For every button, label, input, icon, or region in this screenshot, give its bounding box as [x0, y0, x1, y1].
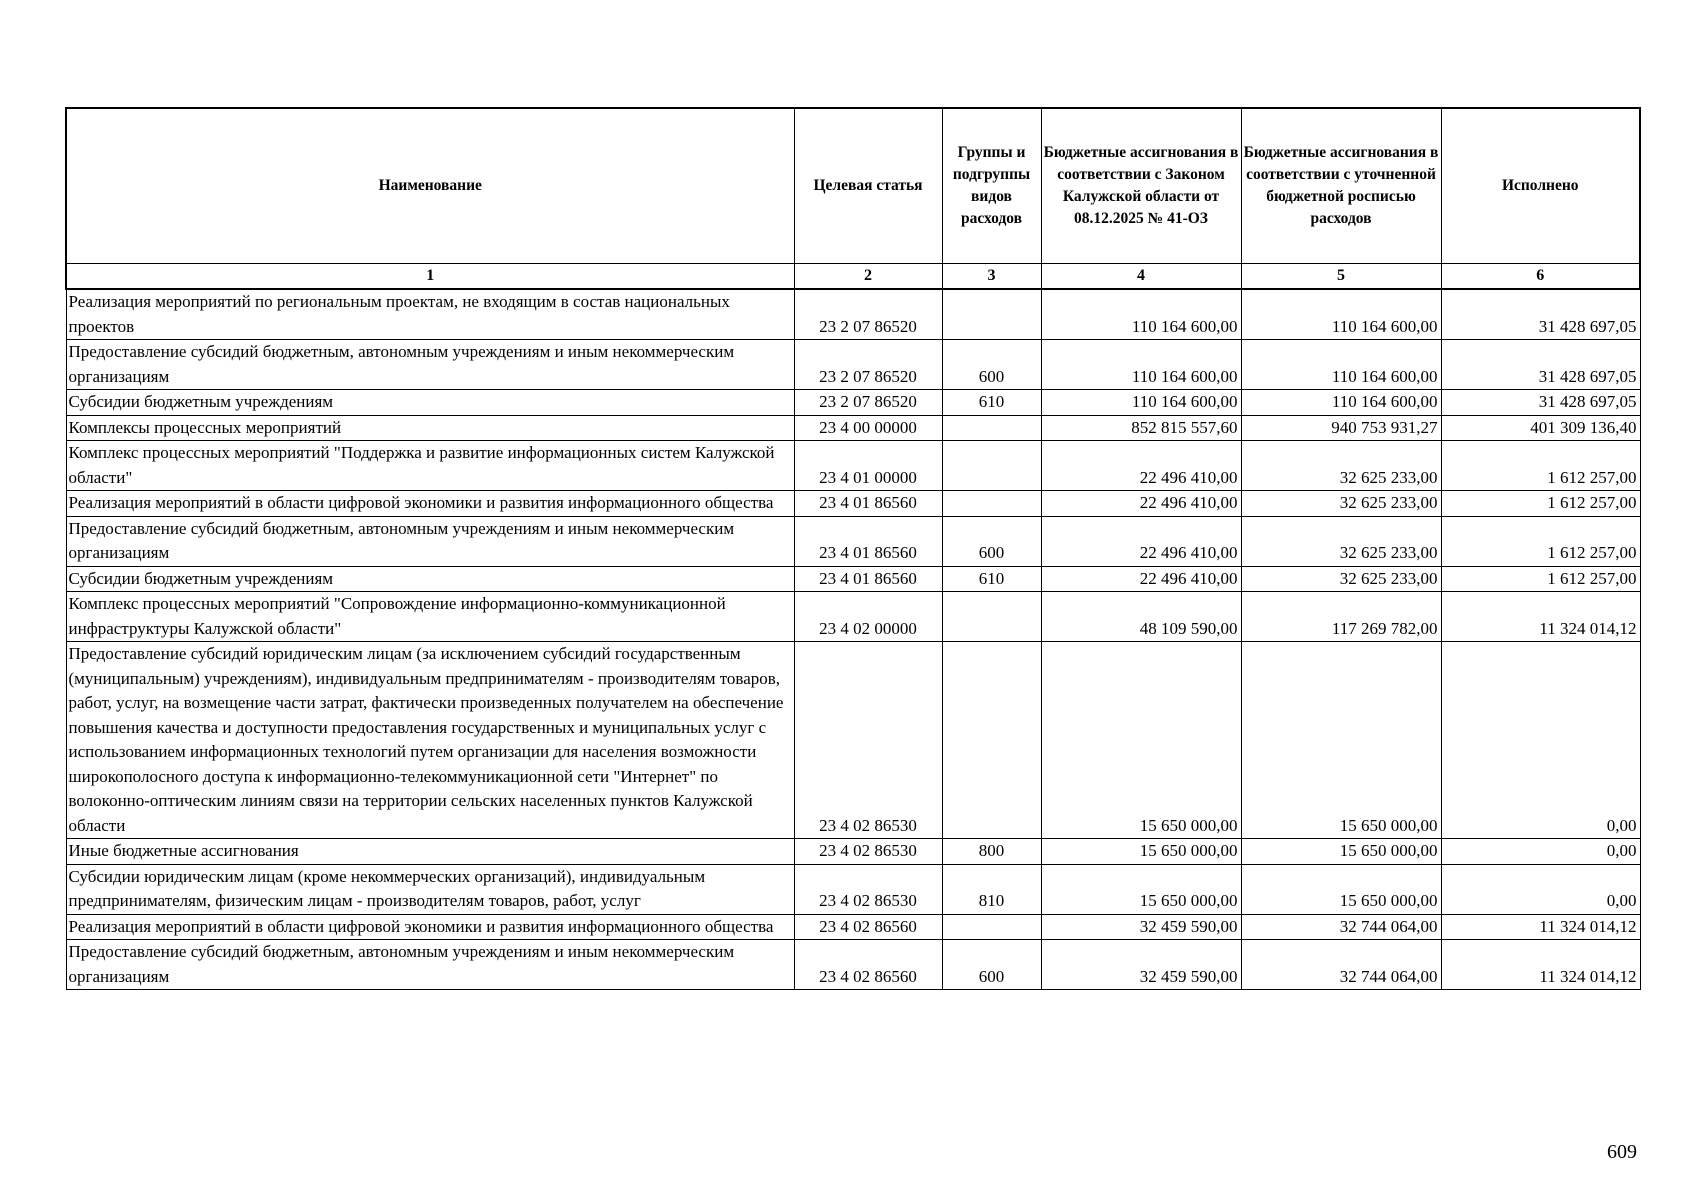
table-row	[66, 390, 1640, 416]
row-expense-group-cell	[942, 415, 1041, 441]
column-number: 3	[942, 264, 1041, 290]
row-expense-group-cell	[942, 592, 1041, 642]
row-executed-amount-cell: 1 612 257,00	[1441, 516, 1640, 566]
row-refined-amount-cell: 15 650 000,00	[1241, 864, 1441, 914]
row-refined-amount-cell: 32 625 233,00	[1241, 491, 1441, 517]
row-law-amount-cell: 22 496 410,00	[1041, 566, 1241, 592]
row-refined-amount-cell: 32 744 064,00	[1241, 914, 1441, 940]
table-body	[66, 289, 1640, 990]
row-refined-amount-cell: 117 269 782,00	[1241, 592, 1441, 642]
header-name: Наименование	[66, 108, 794, 264]
row-executed-amount-cell: 31 428 697,05	[1441, 390, 1640, 416]
row-law-amount-cell: 32 459 590,00	[1041, 940, 1241, 990]
row-expense-group-cell	[942, 642, 1041, 839]
row-executed-amount-cell: 401 309 136,40	[1441, 415, 1640, 441]
row-executed-amount-cell: 31 428 697,05	[1441, 340, 1640, 390]
row-name-cell: Комплекс процессных мероприятий "Поддержка и развитие информационных систем Калужской области"	[66, 441, 794, 491]
row-expense-group-cell: 600	[942, 340, 1041, 390]
row-executed-amount-cell: 1 612 257,00	[1441, 566, 1640, 592]
table-header	[66, 108, 1640, 289]
row-target-article-cell: 23 4 02 86530	[794, 864, 942, 914]
column-number: 5	[1241, 264, 1441, 290]
row-name-cell: Предоставление субсидий бюджетным, автономным учреждениям и иным некоммерческим организациям	[66, 516, 794, 566]
table-row	[66, 592, 1640, 642]
row-target-article-cell: 23 4 02 86560	[794, 914, 942, 940]
row-target-article-cell: 23 2 07 86520	[794, 340, 942, 390]
row-law-amount-cell: 110 164 600,00	[1041, 340, 1241, 390]
row-executed-amount-cell: 0,00	[1441, 642, 1640, 839]
row-law-amount-cell: 22 496 410,00	[1041, 441, 1241, 491]
row-expense-group-cell: 810	[942, 864, 1041, 914]
page-number: 609	[1607, 1141, 1637, 1163]
row-target-article-cell: 23 4 01 86560	[794, 516, 942, 566]
column-number: 2	[794, 264, 942, 290]
row-refined-amount-cell: 110 164 600,00	[1241, 340, 1441, 390]
row-refined-amount-cell: 32 625 233,00	[1241, 516, 1441, 566]
table-row	[66, 340, 1640, 390]
row-executed-amount-cell: 11 324 014,12	[1441, 592, 1640, 642]
row-target-article-cell: 23 4 01 86560	[794, 491, 942, 517]
row-name-cell: Реализация мероприятий в области цифровой экономики и развития информационного общества	[66, 491, 794, 517]
row-law-amount-cell: 15 650 000,00	[1041, 864, 1241, 914]
row-law-amount-cell: 110 164 600,00	[1041, 289, 1241, 340]
row-target-article-cell: 23 4 02 86560	[794, 940, 942, 990]
table-row	[66, 642, 1640, 839]
row-law-amount-cell: 22 496 410,00	[1041, 516, 1241, 566]
row-executed-amount-cell: 11 324 014,12	[1441, 914, 1640, 940]
row-target-article-cell: 23 4 02 00000	[794, 592, 942, 642]
row-target-article-cell: 23 4 02 86530	[794, 642, 942, 839]
column-number-row	[66, 264, 1640, 290]
row-expense-group-cell: 600	[942, 940, 1041, 990]
row-name-cell: Субсидии юридическим лицам (кроме некоммерческих организаций), индивидуальным предпринимателям, физическим лицам - производителям товаров, работ, услуг	[66, 864, 794, 914]
row-law-amount-cell: 15 650 000,00	[1041, 642, 1241, 839]
row-name-cell: Иные бюджетные ассигнования	[66, 839, 794, 865]
row-expense-group-cell: 610	[942, 566, 1041, 592]
row-target-article-cell: 23 2 07 86520	[794, 289, 942, 340]
row-name-cell: Реализация мероприятий в области цифровой экономики и развития информационного общества	[66, 914, 794, 940]
table-row	[66, 491, 1640, 517]
row-name-cell: Комплекс процессных мероприятий "Сопровождение информационно-коммуникационной инфраструктуры Калужской области"	[66, 592, 794, 642]
header-refined-allocations: Бюджетные ассигнования в соответствии с уточненной бюджетной росписью расходов	[1241, 108, 1441, 264]
table-row	[66, 441, 1640, 491]
row-refined-amount-cell: 110 164 600,00	[1241, 390, 1441, 416]
column-number: 6	[1441, 264, 1640, 290]
row-law-amount-cell: 15 650 000,00	[1041, 839, 1241, 865]
header-executed: Исполнено	[1441, 108, 1640, 264]
header-expense-groups: Группы и подгруппы видов расходов	[942, 108, 1041, 264]
table-row	[66, 516, 1640, 566]
row-expense-group-cell	[942, 914, 1041, 940]
row-expense-group-cell: 610	[942, 390, 1041, 416]
table-row	[66, 914, 1640, 940]
row-executed-amount-cell: 0,00	[1441, 839, 1640, 865]
row-name-cell: Предоставление субсидий юридическим лицам (за исключением субсидий государственным (муниципальным) учреждениям), индивидуальным предпринимателям - производителям товаров, работ, услуг, на возмещение части затрат, фактически произведенных получателем на обеспечение повышения качества и доступности предоставления государственных и муниципальных услуг с использованием информационных технологий путем организации для населения возможности широкополосного доступа к информационно-телекоммуникационной сети "Интернет" по волоконно-оптическим линиям связи на территории сельских населенных пунктов Калужской области	[66, 642, 794, 839]
row-executed-amount-cell: 1 612 257,00	[1441, 491, 1640, 517]
row-name-cell: Предоставление субсидий бюджетным, автономным учреждениям и иным некоммерческим организациям	[66, 940, 794, 990]
row-target-article-cell: 23 4 02 86530	[794, 839, 942, 865]
row-expense-group-cell	[942, 441, 1041, 491]
budget-table	[65, 107, 1641, 990]
column-number: 4	[1041, 264, 1241, 290]
row-executed-amount-cell: 1 612 257,00	[1441, 441, 1640, 491]
row-name-cell: Субсидии бюджетным учреждениям	[66, 566, 794, 592]
row-refined-amount-cell: 940 753 931,27	[1241, 415, 1441, 441]
table-row	[66, 864, 1640, 914]
row-target-article-cell: 23 4 01 00000	[794, 441, 942, 491]
row-expense-group-cell: 600	[942, 516, 1041, 566]
row-expense-group-cell: 800	[942, 839, 1041, 865]
row-target-article-cell: 23 4 00 00000	[794, 415, 942, 441]
budget-table-container	[65, 107, 1639, 990]
row-law-amount-cell: 110 164 600,00	[1041, 390, 1241, 416]
row-target-article-cell: 23 2 07 86520	[794, 390, 942, 416]
table-row	[66, 289, 1640, 340]
table-row	[66, 940, 1640, 990]
header-target-article: Целевая статья	[794, 108, 942, 264]
row-refined-amount-cell: 110 164 600,00	[1241, 289, 1441, 340]
row-executed-amount-cell: 0,00	[1441, 864, 1640, 914]
row-name-cell: Реализация мероприятий по региональным проектам, не входящим в состав национальных проектов	[66, 289, 794, 340]
row-law-amount-cell: 22 496 410,00	[1041, 491, 1241, 517]
row-name-cell: Субсидии бюджетным учреждениям	[66, 390, 794, 416]
table-row	[66, 415, 1640, 441]
row-refined-amount-cell: 15 650 000,00	[1241, 642, 1441, 839]
row-refined-amount-cell: 15 650 000,00	[1241, 839, 1441, 865]
table-row	[66, 839, 1640, 865]
row-executed-amount-cell: 31 428 697,05	[1441, 289, 1640, 340]
column-number: 1	[66, 264, 794, 290]
header-law-allocations: Бюджетные ассигнования в соответствии с Законом Калужской области от 08.12.2025 № 41-ОЗ	[1041, 108, 1241, 264]
row-law-amount-cell: 48 109 590,00	[1041, 592, 1241, 642]
row-refined-amount-cell: 32 625 233,00	[1241, 566, 1441, 592]
row-target-article-cell: 23 4 01 86560	[794, 566, 942, 592]
row-law-amount-cell: 852 815 557,60	[1041, 415, 1241, 441]
header-row	[66, 108, 1640, 264]
row-refined-amount-cell: 32 744 064,00	[1241, 940, 1441, 990]
row-law-amount-cell: 32 459 590,00	[1041, 914, 1241, 940]
row-refined-amount-cell: 32 625 233,00	[1241, 441, 1441, 491]
row-expense-group-cell	[942, 289, 1041, 340]
row-name-cell: Комплексы процессных мероприятий	[66, 415, 794, 441]
row-expense-group-cell	[942, 491, 1041, 517]
row-executed-amount-cell: 11 324 014,12	[1441, 940, 1640, 990]
row-name-cell: Предоставление субсидий бюджетным, автономным учреждениям и иным некоммерческим организациям	[66, 340, 794, 390]
table-row	[66, 566, 1640, 592]
